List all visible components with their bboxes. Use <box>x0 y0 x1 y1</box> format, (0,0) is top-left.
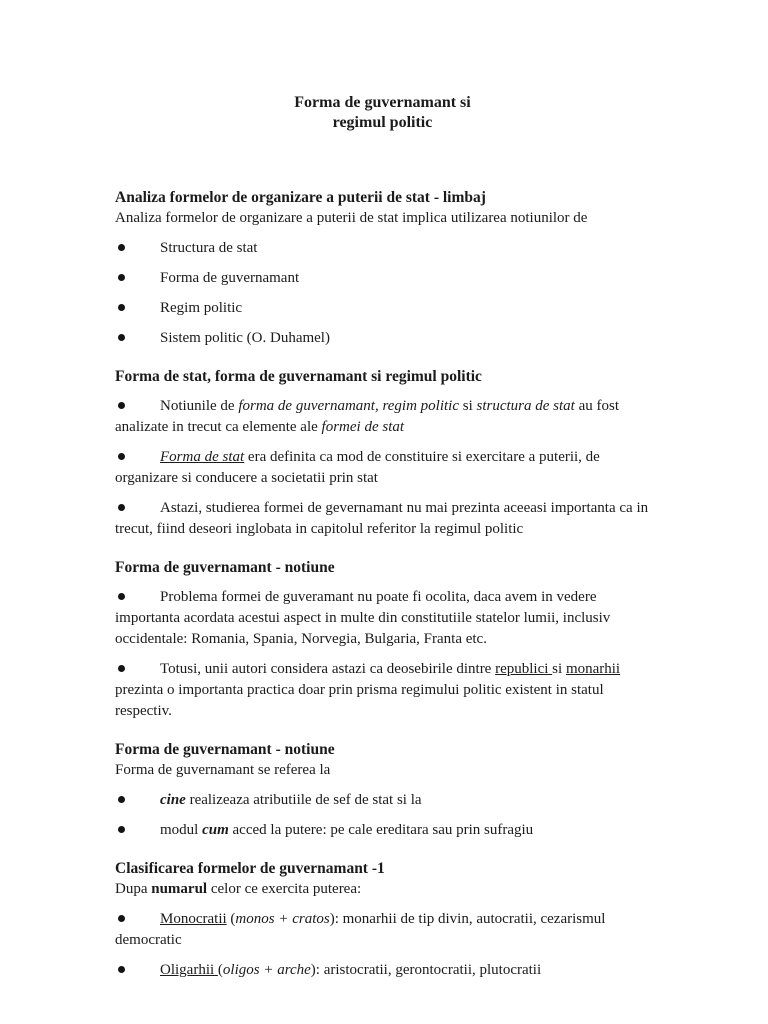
bullet-text: Astazi, studierea formei de gevernamant nu mai prezinta aceeasi importanta ca in trecut, fiind deseori inglobata in capitolul referitor la regimul politic <box>115 500 649 537</box>
section-heading: Clasificarea formelor de guvernamant -1 <box>115 860 385 877</box>
bullet-icon <box>115 298 160 319</box>
bullet-text: Structura de stat <box>160 240 258 256</box>
list-item <box>115 960 650 981</box>
bullet-text: Forma de stat era definita ca mod de constituire si exercitare a puterii, de organizare si conducere a societatii prin stat <box>115 449 600 486</box>
list-item <box>115 820 650 841</box>
bullet-text: Problema formei de guveramant nu poate fi ocolita, daca avem in vedere importanta acordata acestui aspect in multe din constitutiile statelor lumii, inclusiv occidentale: Romania, Spania, Norvegia, Bulgaria, Franta etc. <box>115 589 611 647</box>
list-item <box>115 790 650 811</box>
list-item <box>115 909 650 951</box>
bullet-text: Regim politic <box>160 300 243 316</box>
list-item <box>115 447 650 489</box>
bullet-icon <box>115 909 160 930</box>
section-heading: Forma de guvernamant - notiune <box>115 741 335 758</box>
intro-paragraph: Forma de guvernamant se referea la <box>115 762 331 778</box>
bullet-icon <box>115 820 160 841</box>
bullet-text: Forma de guvernamant <box>160 270 300 286</box>
bullet-icon <box>115 659 160 680</box>
list-item <box>115 498 650 540</box>
list-item <box>115 298 650 319</box>
list-item <box>115 328 650 349</box>
document-title-line-1: Forma de guvernamant si <box>294 94 471 111</box>
bullet-icon <box>115 587 160 608</box>
bullet-text: Monocratii (monos + cratos): monarhii de tip divin, autocratii, cezarismul democratic <box>115 911 606 948</box>
bullet-icon <box>115 790 160 811</box>
bullet-text: Sistem politic (O. Duhamel) <box>160 330 330 346</box>
section-heading: Analiza formelor de organizare a puterii de stat - limbaj <box>115 189 486 206</box>
list-item <box>115 238 650 259</box>
list-item <box>115 587 650 650</box>
document-title <box>115 93 650 133</box>
intro-paragraph: Analiza formelor de organizare a puterii de stat implica utilizarea notiunilor de <box>115 210 588 226</box>
list-item <box>115 659 650 722</box>
list-item <box>115 268 650 289</box>
intro-paragraph: Dupa numarul celor ce exercita puterea: <box>115 881 362 897</box>
section-heading: Forma de guvernamant - notiune <box>115 559 335 576</box>
bullet-icon <box>115 447 160 468</box>
bullet-text: Totusi, unii autori considera astazi ca deosebirile dintre republici si monarhii prezinta o importanta practica doar prin prisma regimului politic existent in statul respectiv. <box>115 661 621 719</box>
bullet-icon <box>115 498 160 519</box>
bullet-icon <box>115 268 160 289</box>
section-heading: Forma de stat, forma de guvernamant si regimul politic <box>115 368 482 385</box>
bullet-text: Oligarhii (oligos + arche): aristocratii, gerontocratii, plutocratii <box>160 962 542 978</box>
bullet-text: cine realizeaza atributiile de sef de stat si la <box>160 792 422 808</box>
document-title-line-2: regimul politic <box>332 114 433 131</box>
list-item <box>115 396 650 438</box>
bullet-icon <box>115 328 160 349</box>
bullet-icon <box>115 238 160 259</box>
bullet-icon <box>115 396 160 417</box>
bullet-text: modul cum acced la putere: pe cale ereditara sau prin sufragiu <box>160 822 534 838</box>
bullet-text: Notiunile de forma de guvernamant, regim politic si structura de stat au fost analizate in trecut ca elemente ale formei de stat <box>115 398 620 435</box>
bullet-icon <box>115 960 160 981</box>
